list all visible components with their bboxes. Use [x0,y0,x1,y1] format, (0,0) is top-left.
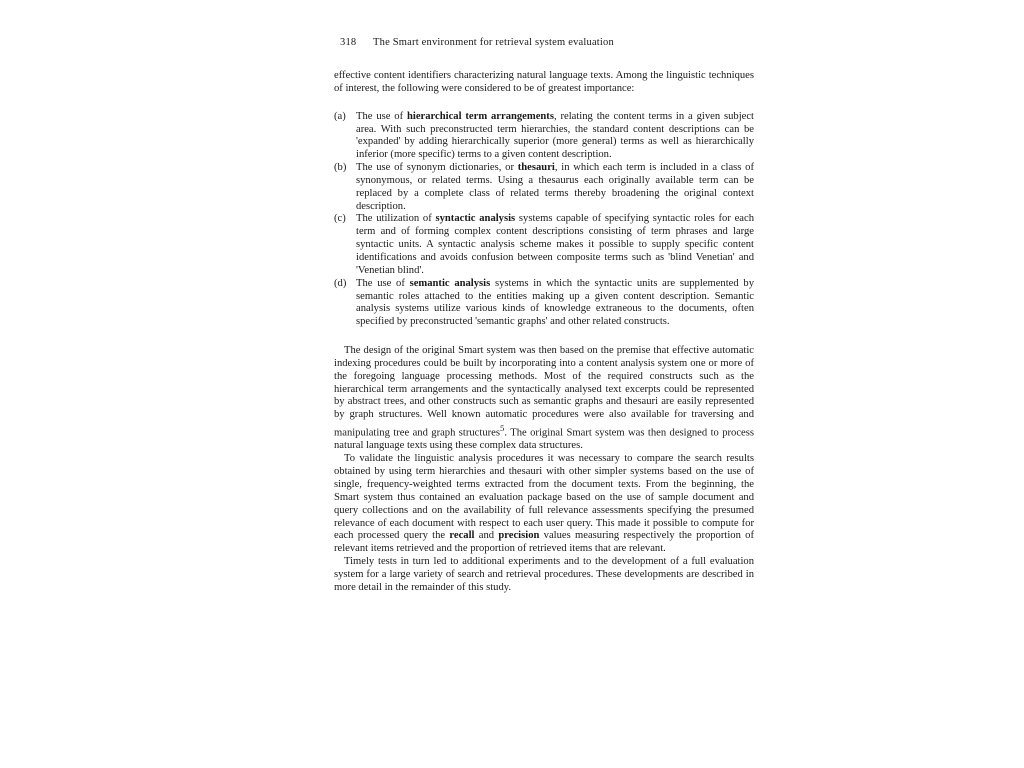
list-term: hierarchical term arrangements [407,110,554,122]
running-title: The Smart environment for retrieval system evaluation [373,37,614,48]
list-marker: (a) [334,110,346,122]
paragraph-design [334,345,754,453]
paragraph-text: The design of the original Smart system was then based on the premise that effective automatic indexing procedures could be built by incorporating into a content analysis system one or more of the foregoing language processing methods. Most of the required constructs such as the hierarchical term arrangements and the syntactically analysed text excerpts could be represented by abstract trees, and other constructs such as semantic graphs and thesauri are easily represented by graph structures. Well known automatic procedures were also available for traversing and manipulating tree and graph structures [334,345,754,439]
list-text: systems capable of specifying syntactic roles for each term and of forming complex content descriptions consisting of term phrases and large syntactic units. A syntactic analysis scheme makes it possible to supply specific content identifications and avoids confusion between composite terms such as 'blind Venetian' and 'Venetian blind'. [356,213,754,276]
list-text: , in which each term is included in a class of synonymous, or related terms. Using a thesaurus each originally available term can be replaced by a complete class of related terms thereby broadening the original context description. [356,162,754,212]
list-marker: (d) [334,277,347,289]
list-text: The use of synonym dictionaries, or [356,162,518,174]
list-term: semantic analysis [409,277,491,289]
list-term: syntactic analysis [435,213,516,225]
technique-list [334,111,754,329]
paragraph-text: and [474,530,499,542]
list-item [334,213,754,277]
list-text: The utilization of [356,213,436,225]
running-header [340,37,614,48]
page-number: 318 [340,37,357,48]
term-precision: precision [498,530,540,542]
list-marker: (c) [334,213,346,225]
paragraph-validation [334,453,754,556]
list-item [334,111,754,162]
list-text: The use of [356,277,410,289]
body-text [334,70,754,595]
list-text: systems in which the syntactic units are supplemented by semantic roles attached to the entities making up a given content description. Semantic analysis systems utilize various kinds of knowledge extraneous to the documents, often specified by preconstructed 'semantic graphs' and other related constructs. [356,277,754,328]
paragraph-conclusion: Timely tests in turn led to additional experiments and to the development of a full evaluation system for a large variety of search and retrieval procedures. These developments are described in more detail in the remainder of this study. [334,556,754,593]
list-term: thesauri [517,162,555,174]
list-text: The use of [356,110,407,122]
footnote-reference: 5 [499,423,505,434]
list-item [334,278,754,329]
paragraph-text: . The original Smart system was then designed to process natural language texts using these complex data structures. [334,427,754,452]
list-marker: (b) [334,162,347,174]
list-item [334,162,754,213]
term-recall: recall [449,530,475,542]
list-text: , relating the content terms in a given subject area. With such preconstructed term hierarchies, the standard content descriptions can be 'expanded' by adding hierarchically superior (more general) terms as well as hierarchically inferior (more specific) terms to a given content description. [356,110,754,161]
paragraph-text: values measuring respectively the proportion of relevant items retrieved and the proportion of retrieved items that are relevant. [334,530,754,555]
intro-paragraph: effective content identifiers characterizing natural language texts. Among the linguistic techniques of interest, the following were considered to be of greatest importance: [334,70,754,94]
paragraph-text: To validate the linguistic analysis procedures it was necessary to compare the search results obtained by using term hierarchies and thesauri with other simpler systems based on the use of single, frequency-weighted terms extracted from the document texts. From the beginning, the Smart system thus contained an evaluation package based on the use of sample document and query collections and on the availability of full relevance assessments specifying the presumed relevance of each document with respect to each user query. This made it possible to compute for each processed query the [334,453,754,542]
